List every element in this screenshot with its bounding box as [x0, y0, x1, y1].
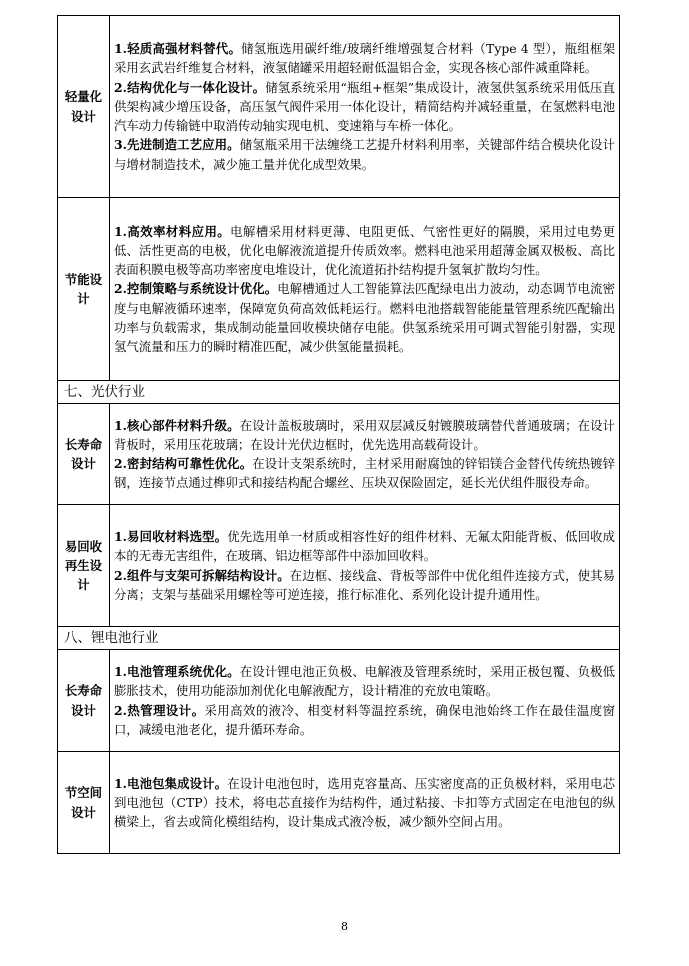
table-row	[58, 198, 620, 381]
item-title: 2.控制策略与系统设计优化。	[114, 281, 278, 297]
item-text: 电解槽通过人工智能算法匹配绿电出力波动，动态调节电流密度与电解液循环速率，保障宽负荷高效低耗运行。燃料电池搭载智能能量管理系统匹配输出功率与负载需求，集成制动能量回收模块储存电能。供氢系统采用可调式智能引射器，实现氢气流量和压力的瞬时精准匹配，减少供氢能量损耗。	[114, 281, 615, 354]
category-cell: 长寿命设计	[58, 650, 110, 752]
content-cell	[110, 505, 620, 627]
list-item	[114, 78, 615, 136]
item-title: 1.电池包集成设计。	[114, 775, 228, 791]
table-row	[58, 650, 620, 752]
section-row	[58, 381, 620, 404]
content-table	[57, 15, 620, 854]
table-row	[58, 16, 620, 198]
item-title: 1.核心部件材料升级。	[114, 417, 240, 433]
item-title: 3.先进制造工艺应用。	[114, 137, 240, 153]
content-cell	[110, 16, 620, 198]
item-text: 储氢瓶采用干法缠绕工艺提升材料利用率，关键部件结合模块化设计与增材制造技术，减少施工量并优化成型效果。	[114, 137, 616, 172]
table-row	[58, 752, 620, 854]
item-title: 1.电池管理系统优化。	[114, 664, 240, 680]
section-heading: 八、锂电池行业	[58, 627, 620, 650]
item-title: 2.组件与支架可拆解结构设计。	[114, 567, 290, 583]
list-item	[114, 566, 615, 604]
content-cell	[110, 752, 620, 854]
item-text: 在设计电池包时，选用克容量高、压实密度高的正负极材料，采用电芯到电池包（CTP）技术，将电芯直接作为结构件，通过粘接、卡扣等方式固定在电池包的纵横梁上，省去或简化模组结构，设计集成式液冷板，减少额外空间占用。	[114, 775, 616, 830]
section-heading: 七、光伏行业	[58, 381, 620, 404]
item-text: 在设计盖板玻璃时，采用双层减反射镀膜玻璃替代普通玻璃；在设计背板时，采用压花玻璃；在设计光伏边框时，优先选用高载荷设计。	[114, 417, 616, 452]
category-cell: 节空间设计	[58, 752, 110, 854]
list-item	[114, 774, 615, 832]
list-item	[114, 279, 615, 356]
item-text: 储氢系统采用“瓶组+框架”集成设计，液氢供氢系统采用低压直供架构减少增压设备，高压氢气阀件采用一体化设计，精简结构并减轻重量，在氢燃料电池汽车动力传输链中取消传动轴实现电机、变速箱与车桥一体化。	[114, 79, 615, 134]
content-cell	[110, 650, 620, 752]
item-title: 2.结构优化与一体化设计。	[114, 79, 266, 95]
item-text: 采用高效的液冷、相变材料等温控系统，确保电池始终工作在最佳温度窗口，减缓电池老化，提升循环寿命。	[114, 702, 615, 737]
list-item	[114, 701, 615, 739]
item-text: 电解槽采用材料更薄、电阻更低、气密性更好的隔膜，采用过电势更低、活性更高的电极，优化电解液流道提升传质效率。燃料电池采用超薄金属双极板、高比表面积膜电极等高功率密度电堆设计，优化流道拓扑结构提升氢氧扩散均匀性。	[114, 223, 615, 278]
category-cell: 长寿命设计	[58, 404, 110, 505]
table-row	[58, 404, 620, 505]
page-number: 8	[341, 920, 348, 933]
section-row	[58, 627, 620, 650]
item-title: 2.密封结构可靠性优化。	[114, 456, 253, 471]
item-title: 1.高效率材料应用。	[114, 223, 231, 239]
item-title: 1.易回收材料选型。	[114, 529, 228, 545]
list-item	[114, 454, 615, 492]
content-cell	[110, 404, 620, 505]
item-text: 优先选用单一材质或相容性好的组件材料、无氟太阳能背板、低回收成本的无毒无害组件，在玻璃、铝边框等部件中添加回收料。	[114, 529, 616, 564]
list-item	[114, 39, 615, 77]
list-item	[114, 527, 615, 565]
content-cell	[110, 198, 620, 381]
item-text: 在边框、接线盒、背板等部件中优化组件连接方式，使其易分离；支架与基础采用螺栓等可逆连接，推行标准化、系列化设计提升通用性。	[114, 567, 616, 602]
category-cell: 易回收再生设计	[58, 505, 110, 627]
list-item	[114, 416, 615, 454]
item-text: 在设计锂电池正负极、电解液及管理系统时，采用正极包覆、负极低膨胀技术，使用功能添加剂优化电解液配方，设计精准的充放电策略。	[114, 664, 616, 699]
item-text: 在设计支架系统时，主材采用耐腐蚀的锌铝镁合金替代传统热镀锌钢，连接节点通过榫卯式和接结构配合螺丝、压块双保险固定，延长光伏组件服役寿命。	[114, 456, 615, 491]
list-item	[114, 222, 615, 280]
list-item	[114, 662, 615, 700]
list-item	[114, 135, 615, 173]
table-row	[58, 505, 620, 627]
category-cell: 轻量化设计	[58, 16, 110, 198]
item-title: 2.热管理设计。	[114, 702, 205, 718]
item-text: 储氢瓶选用碳纤维/玻璃纤维增强复合材料（Type 4 型），瓶组框架采用玄武岩纤维复合材料，液氢储罐采用超轻耐低温铝合金，实现各核心部件减重降耗。	[114, 41, 616, 76]
item-title: 1.轻质高强材料替代。	[114, 41, 242, 57]
category-cell: 节能设计	[58, 198, 110, 381]
